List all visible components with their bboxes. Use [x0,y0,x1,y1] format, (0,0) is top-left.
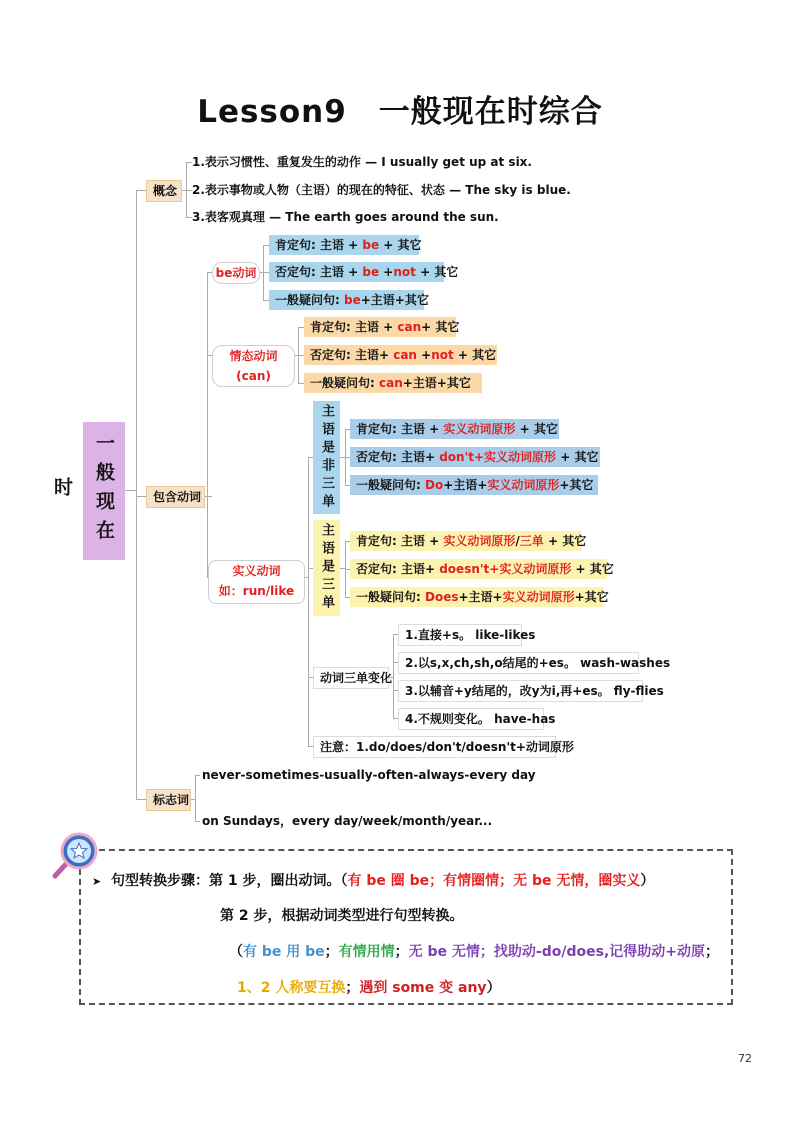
concept-item-3: 3.表客观真理 — The earth goes around the sun. [192,210,499,224]
signal-line-1: never-sometimes-usually-often-always-every day [202,768,536,782]
bullet-arrow-icon: ➤ [92,875,102,888]
summary-line-1: ➤ 句型转换步骤：第 1 步，圈出动词。（有 be 圈 be；有情圈情；无 be 无情，圈实义） [92,873,655,889]
third-question: 一般疑问句: Does+主语+实义动词原形+其它 [350,587,603,607]
real-verb-example: 如：run/like [218,584,295,598]
be-affirmative: 肯定句: 主语 + be + 其它 [269,235,419,255]
change-rule-3: 3.以辅音+y结尾的，改y为i,再+es。 fly-flies [398,680,643,702]
non3-affirmative: 肯定句: 主语 + 实义动词原形 + 其它 [350,419,559,439]
summary-line-4: 1、2 人称要互换；遇到 some 变 any） [237,980,501,996]
concept-item-1: 1.表示习惯性、重复发生的动作 — I usually get up at six. [192,155,532,169]
third-negative: 否定句: 主语+ doesn't+实义动词原形 + 其它 [350,559,607,579]
summary-line-3: （有 be 用 be；有情用情；无 be 无情；找助动-do/does,记得助动+动原； [229,944,720,960]
be-question: 一般疑问句: be+主语+其它 [269,290,424,310]
page-number: 72 [738,1052,752,1065]
real-verb-title: 实义动词 [232,564,281,578]
page-title: Lesson9 一般现在时综合 [197,94,603,130]
non3-negative: 否定句: 主语+ don't+实义动词原形 + 其它 [350,447,600,467]
concept-label: 概念 [146,180,182,202]
modal-negative: 否定句: 主语+ can +not + 其它 [304,345,497,365]
root-node: 一般现在时 [83,422,125,560]
non3-question: 一般疑问句: Do+主语+实义动词原形+其它 [350,475,598,495]
third-person-label: 主语是三单 [313,520,340,616]
change-rule-1: 1.直接+s。 like-likes [398,624,522,646]
non-third-person-label: 主语是非三单 [313,401,340,514]
signal-line-2: on Sundays，every day/week/month/year... [202,814,493,828]
signal-label: 标志词 [146,789,191,811]
third-affirmative: 肯定句: 主语 + 实义动词原形/三单 + 其它 [350,531,582,551]
change-rule-4: 4.不规则变化。 have-has [398,708,544,730]
summary-line-2: 第 2 步，根据动词类型进行句型转换。 [220,908,464,924]
be-verb-label: be动词 [212,262,260,284]
concept-item-2: 2.表示事物或人物（主语）的现在的特征、状态 — The sky is blue. [192,183,571,197]
note-text: 注意：1.do/does/don't/doesn't+动词原形 [313,736,556,758]
be-negative: 否定句: 主语 + be +not + 其它 [269,262,444,282]
modal-affirmative: 肯定句: 主语 + can+ 其它 [304,317,456,337]
modal-verb-label: 情态动词(can) [212,345,295,387]
modal-question: 一般疑问句: can+主语+其它 [304,373,482,393]
contains-label: 包含动词 [146,486,205,508]
third-change-label: 动词三单变化 [313,667,389,689]
real-verb-label [208,560,305,604]
change-rule-2: 2.以s,x,ch,sh,o结尾的+es。 wash-washes [398,652,639,674]
